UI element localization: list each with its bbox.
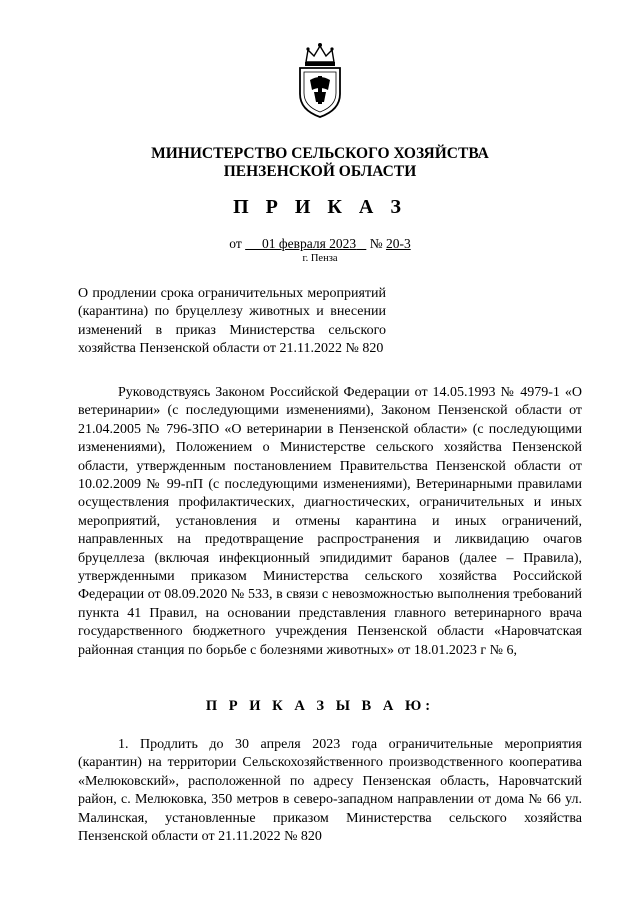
ministry-name [0,145,640,181]
date-number-line [0,236,640,252]
city: г. Пенза [302,253,338,264]
clause-1-paragraph: 1. Продлить до 30 апреля 2023 года ограничительные мероприятия (карантин) на территории Сельскохозяйственного производственного кооператива «Мелюковский», расположенной по адресу Пензенская область, Наровчатский район, с. Мелюковка, 350 метров в северо-западном направлении от дома № 66 ул. Малинская, установленные приказом Министерства сельского хозяйства Пензенской области от 21.11.2022 № 820 [78,737,582,845]
coat-of-arms-icon [292,40,348,120]
date-prefix: от [229,236,242,251]
order-heading: П Р И К А З Ы В А Ю: [205,698,435,714]
ministry-line-1: МИНИСТЕРСТВО СЕЛЬСКОГО ХОЗЯЙСТВА [151,145,489,162]
number-prefix: № [369,236,383,251]
ministry-line-2: ПЕНЗЕНСКОЙ ОБЛАСТИ [223,163,417,180]
document-number: 20-3 [385,236,411,251]
document-date: 01 февраля 2023 [262,236,357,251]
document-subject: О продлении срока ограничительных мероприятий (карантина) по бруцеллезу животных и внесении изменений в приказ Министерства сельского хозяйства Пензенской области от 21.11.2022 № 820 [78,286,386,357]
document-type-title: П Р И К А З [233,196,407,218]
preamble-paragraph: Руководствуясь Законом Российской Федерации от 14.05.1993 № 4979-1 «О ветеринарии» (с последующими изменениями), Законом Пензенской области от 21.04.2005 № 796-ЗПО «О ветеринарии в Пензенской области» (с последующими изменениями), Положением о Министерстве сельского хозяйства Пензенской области, утвержденным постановлением Правительства Пензенской области от 10.02.2009 № 99-пП (с последующими изменениями), Ветеринарными правилами осуществления профилактических, диагностических, ограничительных и иных мероприятий, установления и отмены карантина и иных ограничений, направленных на предотвращение распространения и ликвидацию очагов бруцеллеза (включая инфекционный эпидидимит баранов (далее – Правила), утвержденными приказом Министерства сельского хозяйства Российской Федерации от 08.09.2020 № 533, в связи с невозможностью выполнения требований пункта 41 Правил, на основании представления главного ветеринарного врача государственного бюджетного учреждения Пензенской области «Наровчатская районная станция по борьбе с болезнями животных» от 18.01.2023 г № 6, [78,385,582,658]
